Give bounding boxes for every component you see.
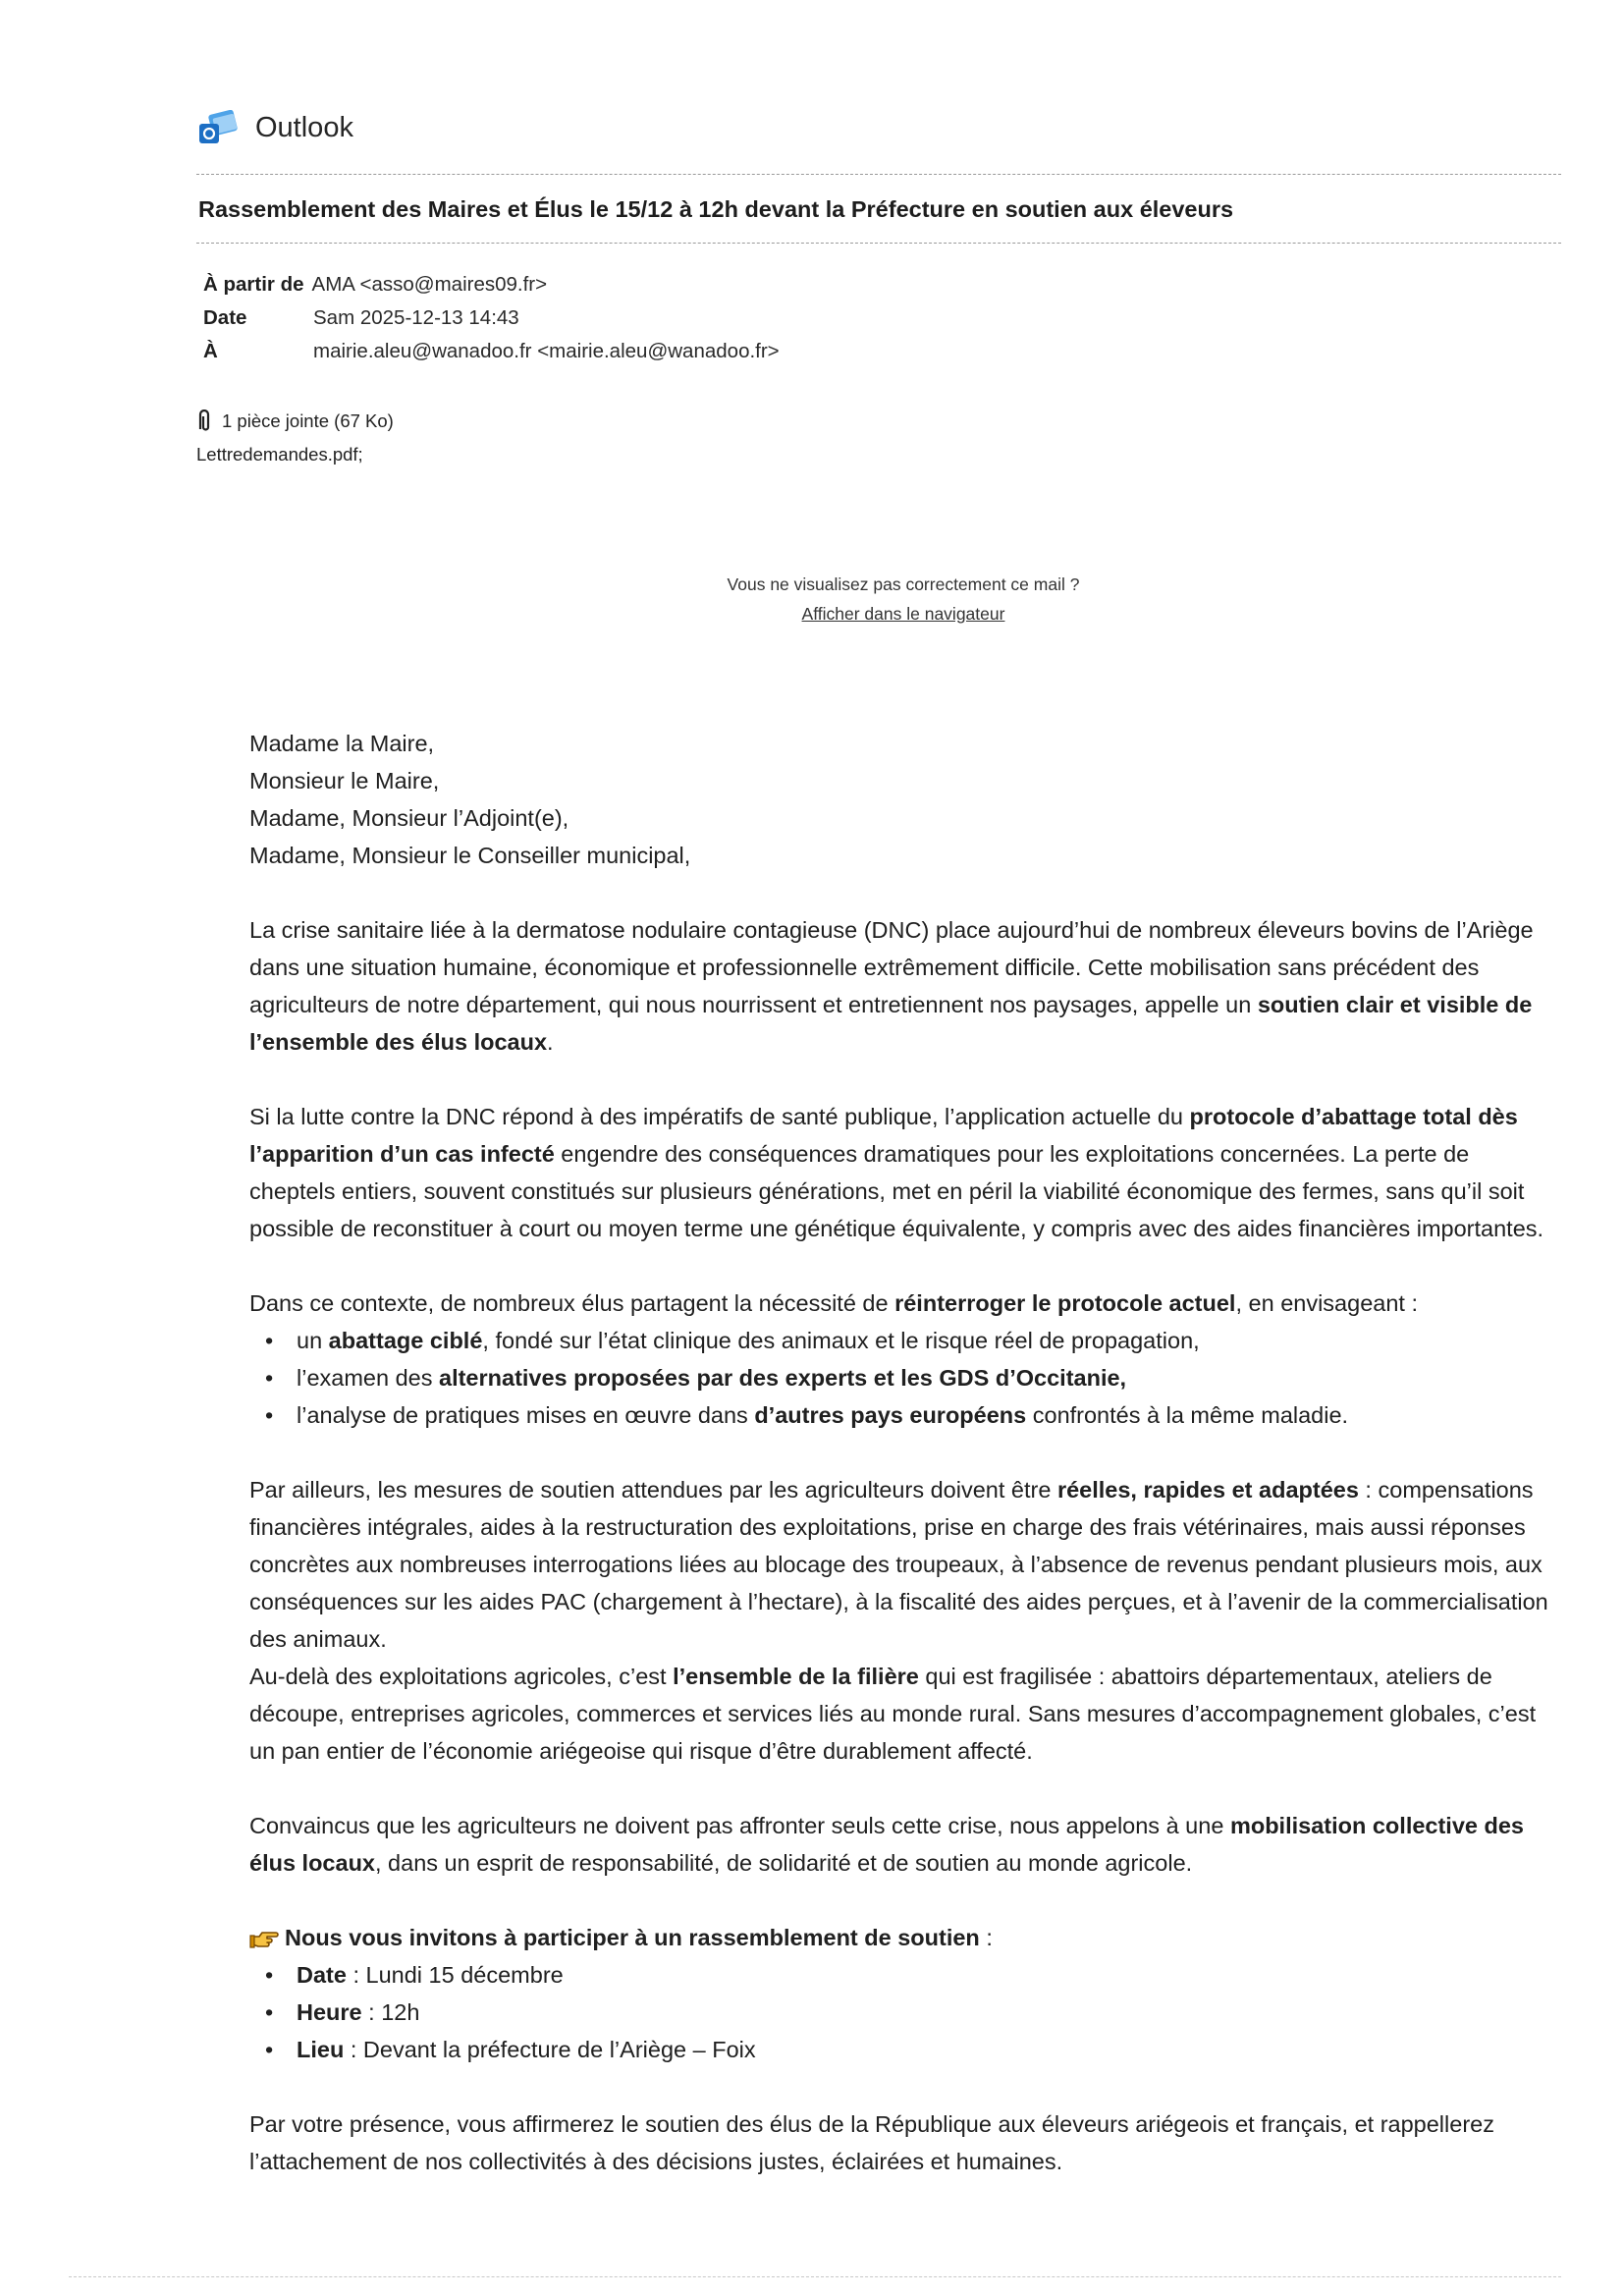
salutation-line: Madame la Maire, [249,731,435,756]
date-row [203,301,780,335]
divider [196,243,1561,244]
event-date: • Date : Lundi 15 décembre [297,1956,1555,1994]
to-row [203,335,780,368]
paragraph-protocol: Si la lutte contre la DNC répond à des impératifs de santé publique, l’application actuelle du protocole d’abattage total dès l’apparition d’un cas infecté engendre des conséquences dramatiques pour les exploitations concernées. La perte de cheptels entiers, souvent constitués sur plusieurs générations, met en péril la viabilité économique des fermes, sans qu’il soit possible de reconstituer à court ou moyen terme une génétique équivalente, y compris avec des aides financières importantes. [249,1104,1544,1241]
paragraph-sector: Au-delà des exploitations agricoles, c’est l’ensemble de la filière qui est fragilisée : abattoirs départementaux, ateliers de découpe, entreprises agricoles, commerces et services liés au monde rural. Sans mesures d’accompagnement globales, c’est un pan entier de l’économie ariégeoise qui risque d’être durablement affecté. [249,1664,1537,1764]
email-subject: Rassemblement des Maires et Élus le 15/12 à 12h devant la Préfecture en soutien aux éleveurs [198,196,1234,222]
event-location: • Lieu : Devant la préfecture de l’Ariège – Foix [297,2031,1555,2068]
to-label: À [203,340,218,362]
list-item: • l’examen des alternatives proposées par des experts et les GDS d’Occitanie, [297,1359,1555,1396]
attachment-summary [196,405,394,438]
proposals-list [249,1322,1555,1434]
salutation-line: Madame, Monsieur l’Adjoint(e), [249,805,569,831]
app-name: Outlook [255,111,353,143]
divider [69,2276,1561,2277]
pointing-hand-icon [249,1924,279,1949]
attachments [196,405,394,471]
from-value[interactable]: AMA <asso@maires09.fr> [311,273,548,296]
to-value[interactable]: mairie.aleu@wanadoo.fr <mairie.aleu@wanadoo.fr> [313,340,780,362]
paragraph-closing: Par votre présence, vous affirmerez le soutien des élus de la République aux éleveurs ariégeois et français, et rappellerez l’attachement de nos collectivités à des décisions justes, éclairées et humaines. [249,2111,1494,2174]
app-header [198,110,353,145]
notice-text: Vous ne visualisez pas correctement ce mail ? [727,574,1080,594]
view-notice [589,570,1218,629]
list-item: • un abattage ciblé, fondé sur l’état clinique des animaux et le risque réel de propagation, [297,1322,1555,1359]
paragraph-mobilisation: Convaincus que les agriculteurs ne doivent pas affronter seuls cette crise, nous appelons à une mobilisation collective des élus locaux, dans un esprit de responsabilité, de solidarité et de soutien au monde agricole. [249,1813,1525,1876]
salutation-line: Monsieur le Maire, [249,768,440,793]
attachment-count: 1 pièce jointe (67 Ko) [222,410,394,431]
event-details-list [249,1956,1555,2068]
divider [196,174,1561,175]
paperclip-icon [196,410,212,433]
outlook-logo-icon [198,110,238,145]
paragraph-crisis: La crise sanitaire liée à la dermatose nodulaire contagieuse (DNC) place aujourd’hui de nombreux éleveurs bovins de l’Ariège dans une situation humaine, économique et professionnelle extrêmement difficile. Cette mobilisation sans précédent des agriculteurs de notre département, qui nous nourrissent et entretiennent nos paysages, appelle un soutien clair et visible de l’ensemble des élus locaux. [249,917,1534,1055]
letter-body [249,725,1555,2180]
invite-heading: Nous vous invitons à participer à un rassemblement de soutien : [249,1919,1555,1956]
view-in-browser-link[interactable]: Afficher dans le navigateur [801,604,1005,624]
date-label: Date [203,306,247,329]
list-item: • l’analyse de pratiques mises en œuvre dans d’autres pays européens confrontés à la même maladie. [297,1396,1555,1434]
date-value: Sam 2025-12-13 14:43 [313,306,519,329]
event-time: • Heure : 12h [297,1994,1555,2031]
salutation-line: Madame, Monsieur le Conseiller municipal, [249,843,691,868]
paragraph-context: Dans ce contexte, de nombreux élus partagent la nécessité de réinterroger le protocole actuel, en envisageant : [249,1290,1418,1316]
from-row [203,268,780,301]
from-label: À partir de [203,273,304,296]
paragraph-support-measures: Par ailleurs, les mesures de soutien attendues par les agriculteurs doivent être réelles, rapides et adaptées : compensations financières intégrales, aides à la restructuration des exploitations, prise en charge des frais vétérinaires, mais aussi réponses concrètes aux nombreuses interrogations liées au blocage des troupeaux, à l’absence de revenus pendant plusieurs mois, aux conséquences sur les aides PAC (chargement à l’hectare), à la fiscalité des aides perçues, et à l’avenir de la commercialisation des animaux. [249,1477,1548,1652]
attachment-file[interactable]: Lettredemandes.pdf; [196,444,363,465]
email-header-fields [203,268,780,368]
